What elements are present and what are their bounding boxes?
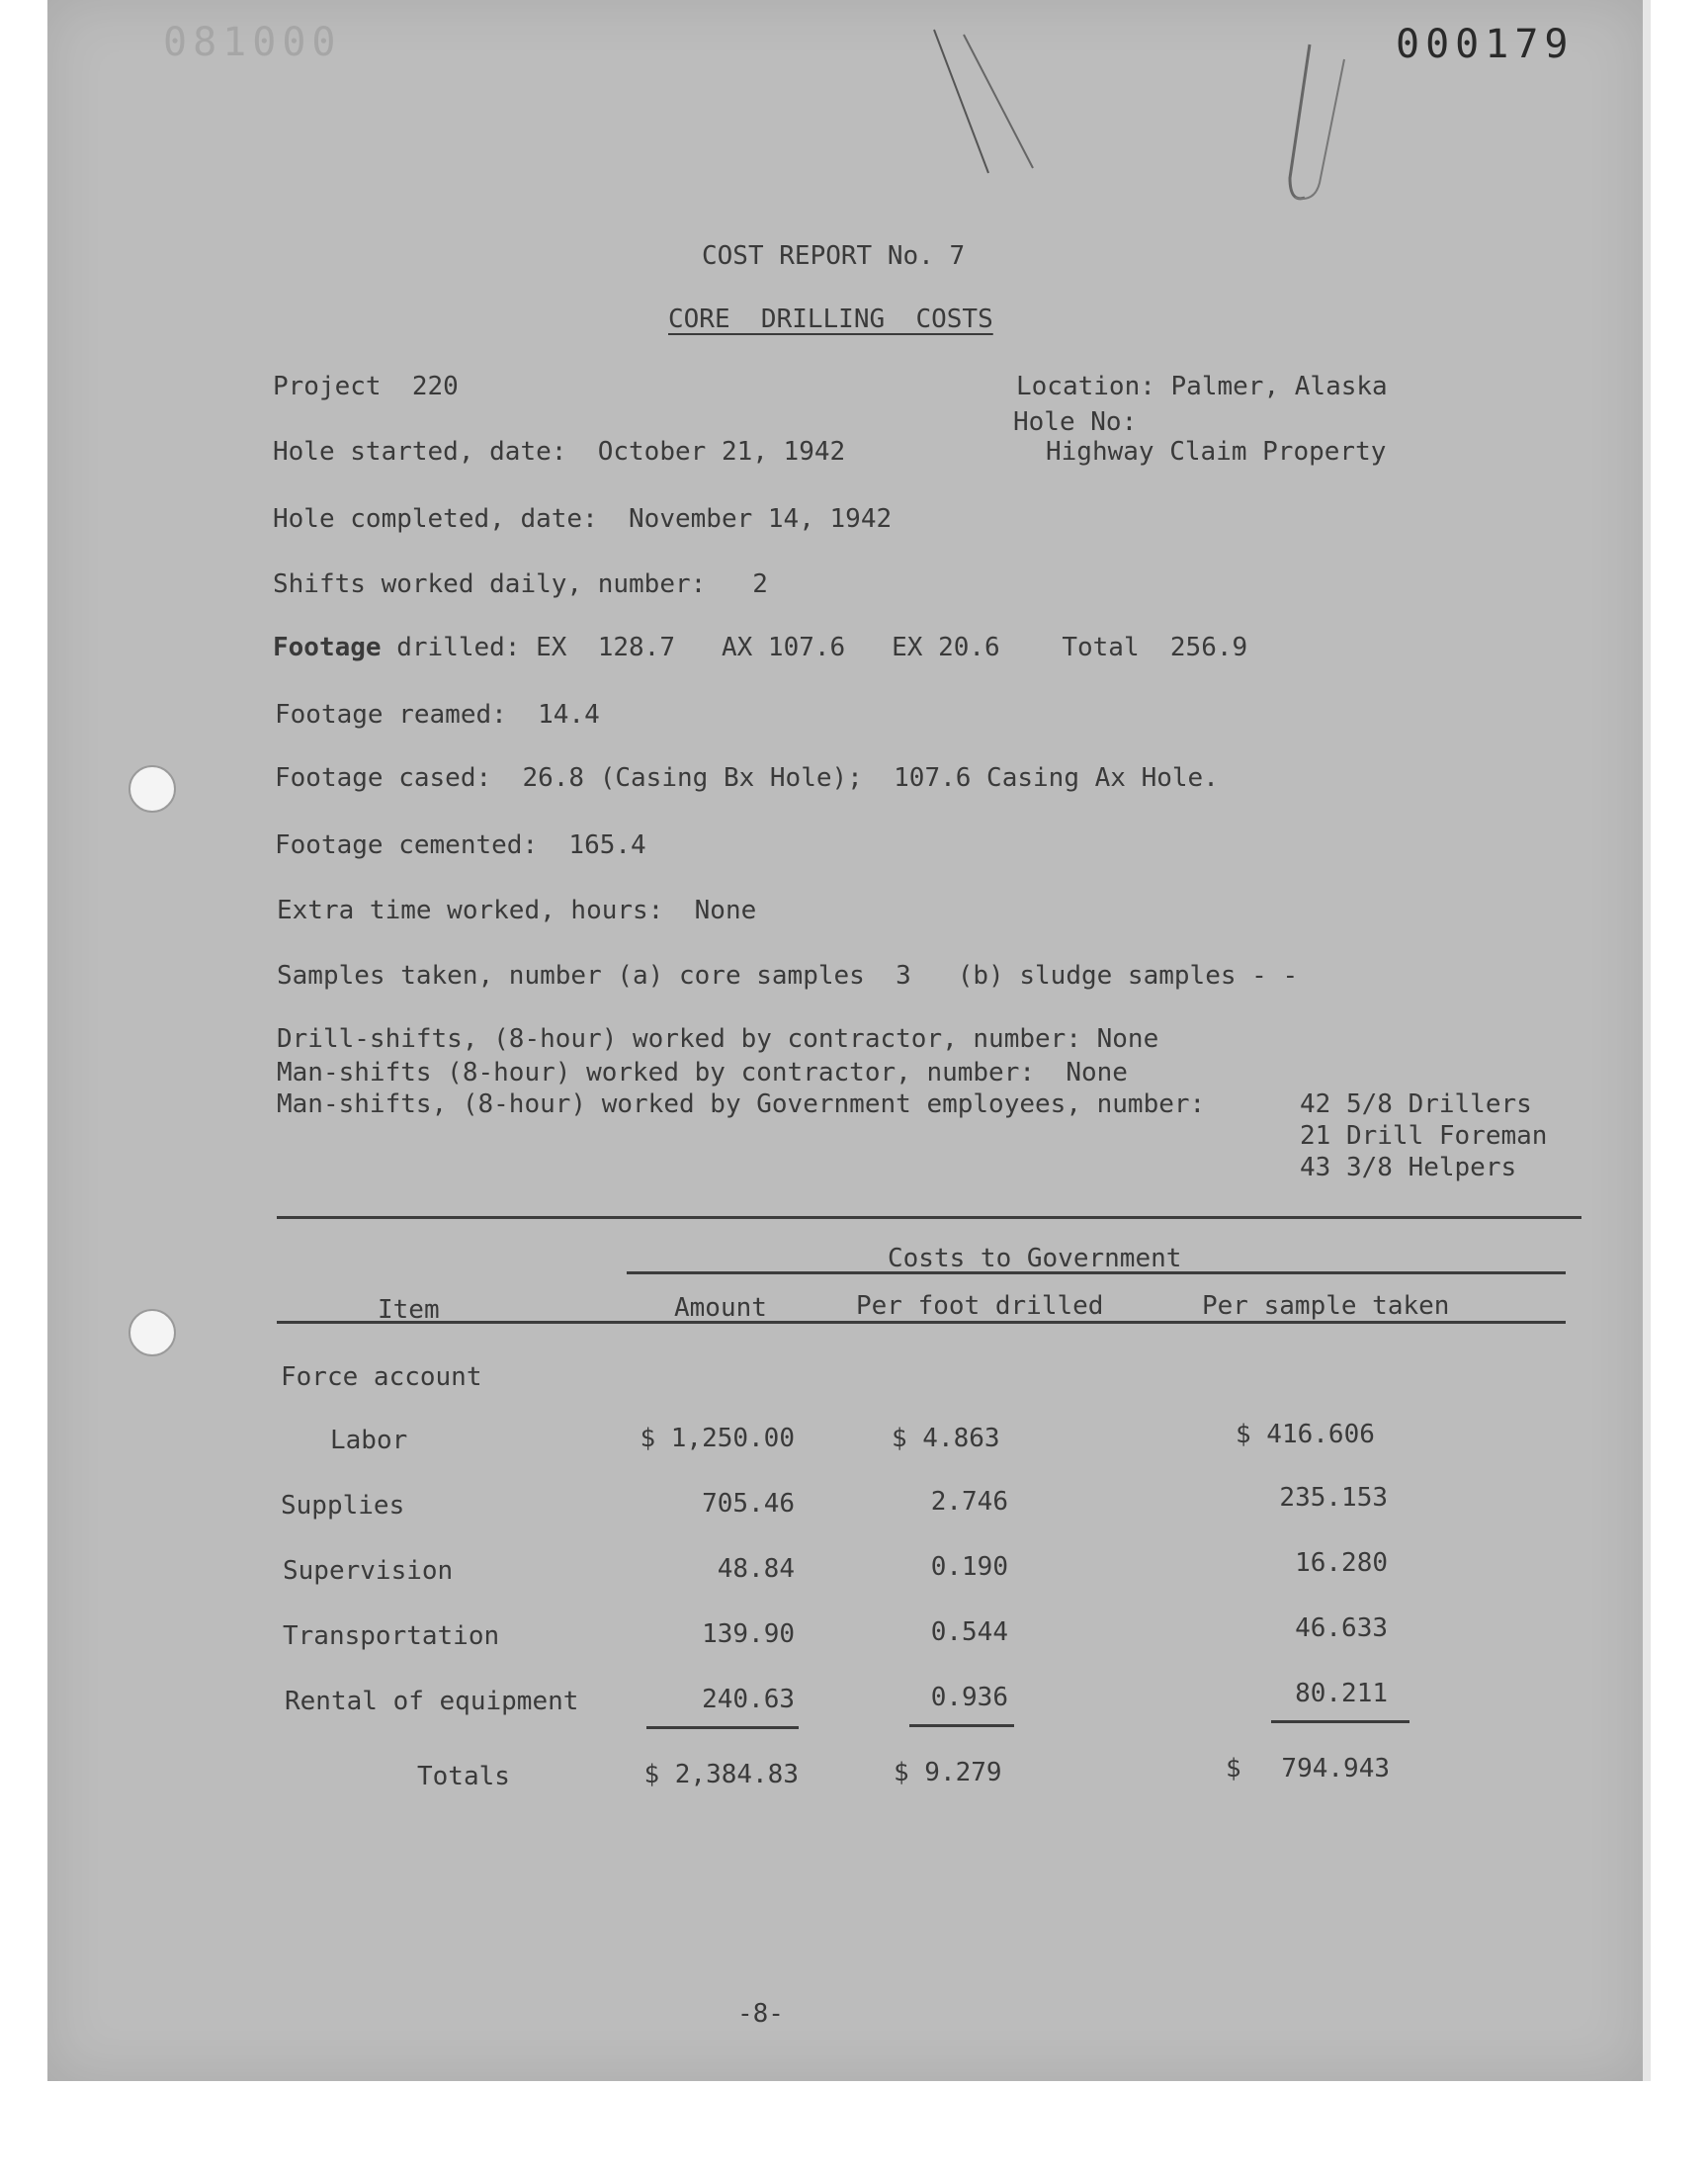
- table-top-rule: [277, 1216, 1581, 1219]
- totals-label: Totals: [417, 1762, 510, 1791]
- row-rental-per-sample: 80.211: [1295, 1679, 1388, 1708]
- totals-per-sample: 794.943: [1281, 1754, 1390, 1784]
- page-number: -8-: [737, 1999, 784, 2029]
- row-supplies-amount: 705.46: [702, 1489, 795, 1519]
- row-supervision-per-sample: 16.280: [1295, 1548, 1388, 1578]
- totals-per-sample-dollar: $: [1226, 1754, 1241, 1784]
- footage-drilled-label: Footage: [273, 633, 382, 662]
- footage-drilled-values: drilled: EX 128.7 AX 107.6 EX 20.6 Total 256.9: [381, 633, 1248, 662]
- row-labor-amount: $ 1,250.00: [640, 1424, 795, 1453]
- row-transportation-per-foot: 0.544: [930, 1617, 1008, 1647]
- amount-sum-rule: [646, 1726, 799, 1729]
- row-supplies-per-foot: 2.746: [930, 1487, 1008, 1517]
- per-sample-sum-rule: [1271, 1720, 1409, 1723]
- header-item: Item: [378, 1295, 440, 1325]
- footage-cemented-line: Footage cemented: 165.4: [275, 830, 646, 860]
- row-labor-per-sample: $ 416.606: [1236, 1420, 1375, 1449]
- project-line: Project 220: [273, 372, 459, 401]
- totals-per-foot: $ 9.279: [894, 1758, 1002, 1787]
- samples-line: Samples taken, number (a) core samples 3 (b) sludge samples - -: [277, 961, 1299, 991]
- hole-no-label: Hole No:: [1013, 407, 1138, 437]
- footage-drilled-line: [273, 633, 1247, 662]
- report-subtitle: CORE DRILLING COSTS: [668, 304, 993, 334]
- man-shifts-contractor-line: Man-shifts (8-hour) worked by contractor, number: None: [277, 1058, 1128, 1088]
- footage-reamed-line: Footage reamed: 14.4: [275, 700, 600, 730]
- header-per-foot: Per foot drilled: [856, 1291, 1104, 1321]
- per-foot-sum-rule: [909, 1724, 1014, 1727]
- binder-hole-top: [128, 765, 176, 813]
- gov-foreman: 21 Drill Foreman: [1300, 1121, 1548, 1151]
- ghost-serial-number: 081000: [163, 20, 342, 65]
- row-rental-item: Rental of equipment: [285, 1687, 579, 1716]
- gov-drillers: 42 5/8 Drillers: [1300, 1089, 1532, 1119]
- row-labor-item: Labor: [330, 1426, 408, 1455]
- totals-amount: $ 2,384.83: [643, 1760, 799, 1789]
- row-supplies-per-sample: 235.153: [1279, 1483, 1388, 1513]
- row-supervision-per-foot: 0.190: [930, 1552, 1008, 1582]
- row-transportation-amount: 139.90: [702, 1619, 795, 1649]
- drill-shifts-contractor-line: Drill-shifts, (8-hour) worked by contractor, number: None: [277, 1024, 1159, 1054]
- gov-helpers: 43 3/8 Helpers: [1300, 1153, 1517, 1182]
- row-supervision-item: Supervision: [283, 1556, 454, 1586]
- section-force-account: Force account: [281, 1362, 482, 1392]
- row-supplies-item: Supplies: [281, 1491, 405, 1521]
- man-shifts-government-line: Man-shifts, (8-hour) worked by Government employees, number:: [277, 1089, 1206, 1119]
- row-rental-amount: 240.63: [702, 1685, 795, 1714]
- row-transportation-item: Transportation: [283, 1621, 500, 1651]
- row-supervision-amount: 48.84: [717, 1554, 795, 1584]
- header-amount: Amount: [674, 1293, 767, 1323]
- shifts-line: Shifts worked daily, number: 2: [273, 569, 768, 599]
- row-labor-per-foot: $ 4.863: [892, 1424, 1000, 1453]
- group-header-rule: [627, 1271, 1566, 1274]
- hole-no-value: Highway Claim Property: [1046, 437, 1387, 467]
- report-title: COST REPORT No. 7: [702, 241, 966, 271]
- row-transportation-per-sample: 46.633: [1295, 1613, 1388, 1643]
- header-rule: [277, 1321, 1566, 1324]
- page-stamp-number: 000179: [1396, 22, 1575, 67]
- table-group-header: Costs to Government: [888, 1244, 1182, 1273]
- extra-time-line: Extra time worked, hours: None: [277, 896, 757, 925]
- footage-cased-line: Footage cased: 26.8 (Casing Bx Hole); 107.6 Casing Ax Hole.: [275, 763, 1219, 793]
- location-line: Location: Palmer, Alaska: [1016, 372, 1388, 401]
- hole-completed-line: Hole completed, date: November 14, 1942: [273, 504, 893, 534]
- header-per-sample: Per sample taken: [1202, 1291, 1450, 1321]
- binder-hole-bottom: [128, 1309, 176, 1356]
- row-rental-per-foot: 0.936: [930, 1683, 1008, 1712]
- hole-started-line: Hole started, date: October 21, 1942: [273, 437, 846, 467]
